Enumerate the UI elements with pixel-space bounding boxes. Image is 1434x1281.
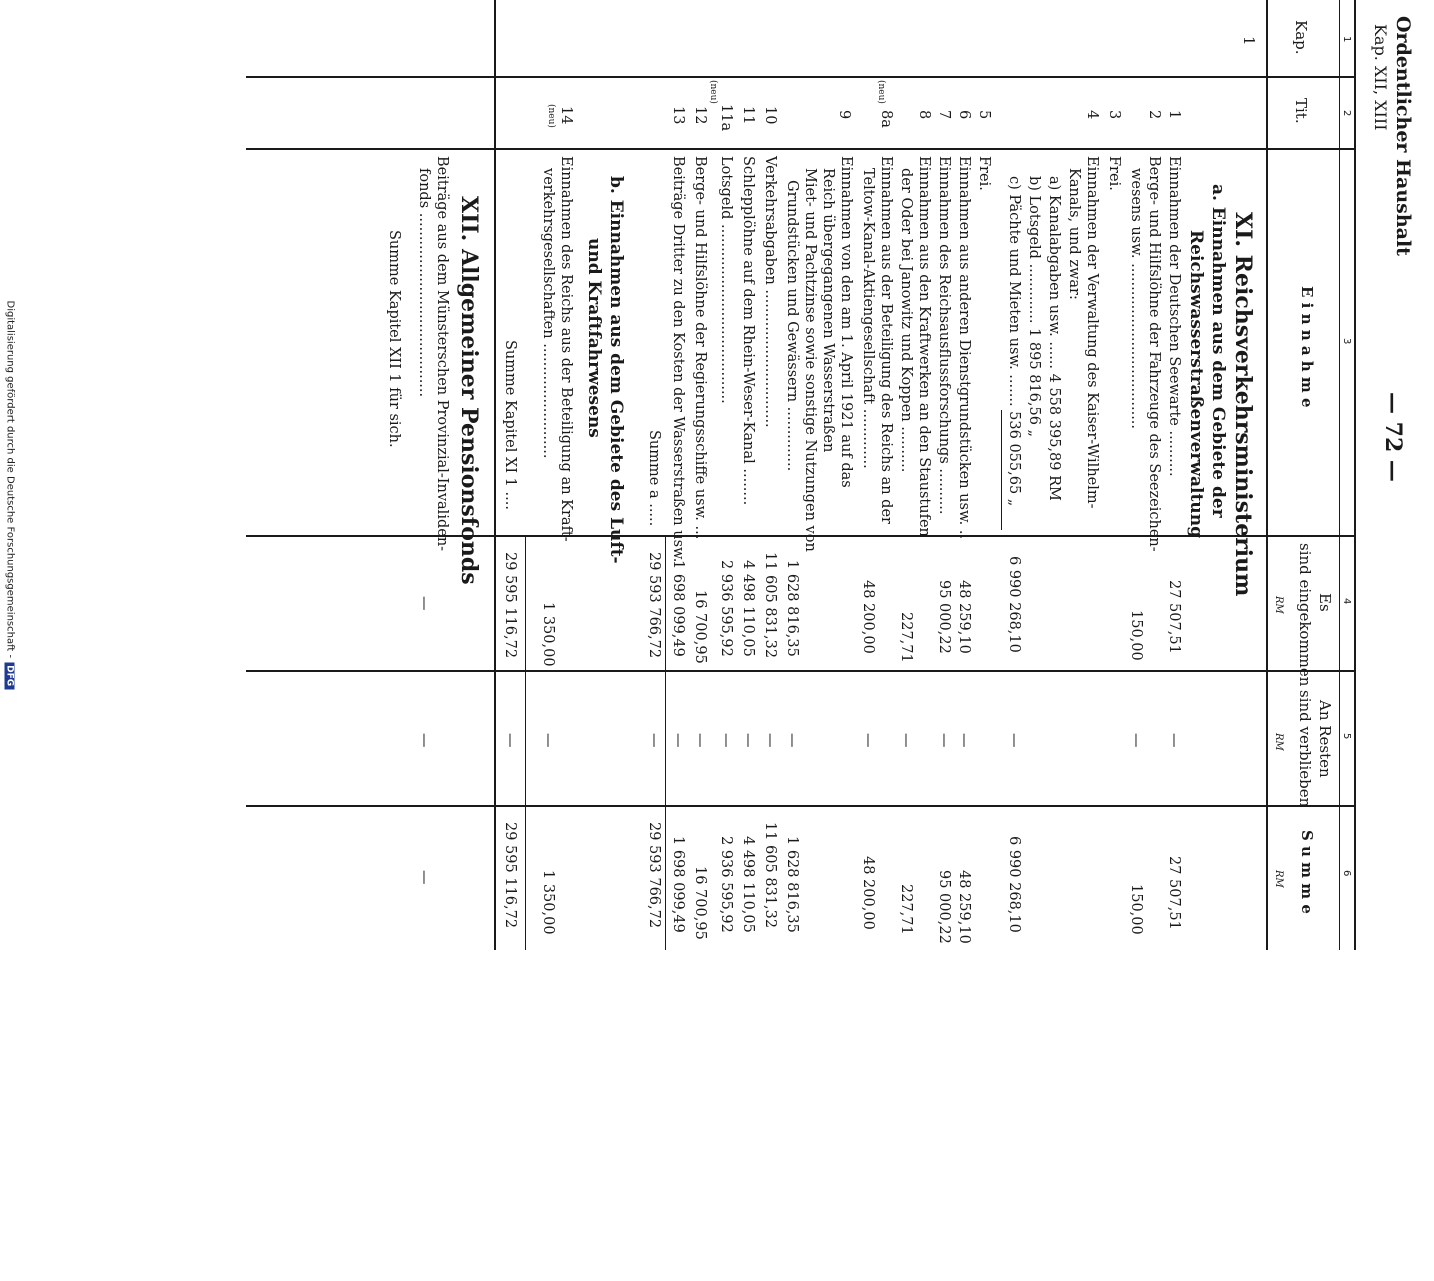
row-text: Frei.	[976, 156, 992, 191]
row-tit: 2	[1146, 110, 1162, 120]
row-tit: 6	[956, 110, 972, 120]
colnum-4: 4	[1341, 598, 1352, 605]
summe-a-col5: —	[646, 733, 662, 748]
row-tit: 5	[976, 110, 992, 120]
row-col4: 48 200,00	[860, 580, 876, 654]
row-col5: —	[692, 733, 708, 748]
summe-a-col6: 29 593 766,72	[646, 822, 662, 929]
row-text: Beiträge aus dem Münsterschen Provinzial-Invaliden-	[434, 156, 450, 552]
summe-xi-rule	[525, 535, 526, 950]
row-text-cont: Grundstücken und Gewässern ..............	[784, 180, 800, 472]
summe-xi-col5: —	[502, 733, 518, 748]
section-xi-title: XI. Reichsverkehrsministerium	[1230, 212, 1256, 597]
colnum-rule	[1339, 0, 1340, 950]
row-col4: 2 936 595,92	[718, 560, 734, 657]
row-tit: 9	[836, 110, 852, 120]
row-col6: 16 700,95	[692, 866, 708, 940]
row-col6: 227,71	[898, 884, 914, 935]
summe-a-rule	[665, 535, 666, 950]
col6-unit: RM	[1273, 870, 1284, 888]
row-text: Einnahmen aus der Beteiligung des Reichs an der	[878, 156, 894, 524]
summe-kapitel-xi-label: Summe Kapitel XI 1 ....	[502, 340, 518, 510]
section-a-title-2: Reichswasserstraßenverwaltung	[1186, 230, 1206, 538]
table-top-rule	[1354, 0, 1356, 950]
row-col4: 1 628 816,35	[784, 560, 800, 657]
section-a-title-1: a. Einnahmen aus dem Gebiete der	[1208, 184, 1228, 518]
row-col4: 227,71	[898, 612, 914, 663]
row-text-cont: verkehrsgesellschaften .........................	[540, 168, 556, 459]
row-text: Einnahmen von den am 1. April 1921 auf das	[838, 156, 854, 488]
section-b-title-1: b. Einnahmen aus dem Gebiete des Luft-	[606, 176, 626, 564]
row-tit: 4	[1084, 110, 1100, 120]
summe-xi-col6: 29 595 116,72	[502, 822, 518, 929]
row-col5: —	[1128, 733, 1144, 748]
colnum-2: 2	[1341, 110, 1352, 117]
summe-kapitel-xii-label: Summe Kapitel XII 1 für sich.	[386, 230, 402, 448]
row-col5: —	[898, 733, 914, 748]
row-tit: 12	[692, 106, 708, 125]
colnum-5: 5	[1341, 733, 1352, 740]
row-tit: 7	[936, 110, 952, 120]
row-col4: 150,00	[1128, 610, 1144, 661]
row-col4: 1 350,00	[540, 602, 556, 667]
footer-text: Digitalisierung gefördert durch die Deutsche Forschungsgemeinschaft -	[4, 300, 16, 659]
row-text: Einnahmen aus den Kraftwerken an den Staustufen	[916, 156, 932, 537]
row-text: Schlepplöhne auf dem Rhein-Weser-Kanal ........	[740, 156, 756, 506]
col-einnahme-header: E i n n a h m e	[1298, 286, 1316, 408]
row-col6: 150,00	[1128, 884, 1144, 935]
row-col6: 2 936 595,92	[718, 836, 734, 933]
row-col5: —	[956, 733, 972, 748]
row-col4: 48 259,10	[956, 580, 972, 654]
row-col4: 16 700,95	[692, 590, 708, 664]
row-text: Miet- und Pachtzinse sowie sonstige Nutzungen von	[802, 168, 818, 552]
row-text: Einnahmen der Deutschen Seewarte ..........	[1166, 156, 1182, 477]
row-tit: 10	[762, 106, 778, 125]
row-col5: —	[740, 733, 756, 748]
row-text-cont: fonds ........................................	[416, 168, 432, 398]
row-col6: 48 200,00	[860, 856, 876, 930]
row-col5: —	[540, 733, 556, 748]
row-col4: 11 605 831,32	[762, 552, 778, 659]
colnum-1: 1	[1341, 36, 1352, 43]
row-text-cont: wesens usw. ....................................	[1128, 168, 1144, 430]
row-col5: —	[416, 733, 432, 748]
row-text-cont: Teltow-Kanal-Aktiengesellschaft .............	[860, 168, 876, 469]
row-tit: 8a	[878, 110, 894, 128]
row-text: Lotsgeld .......................................	[718, 156, 734, 404]
col5-rule	[246, 805, 1356, 807]
row-col4: 95 000,22	[936, 580, 952, 654]
col5-unit: RM	[1273, 733, 1284, 751]
row-tit: 3	[1106, 110, 1122, 120]
row-col6: —	[416, 870, 432, 885]
row-neu-tag: (neu)	[546, 104, 556, 128]
row-col5: —	[762, 733, 778, 748]
row-col4: —	[416, 596, 432, 611]
col4-header-bottom: sind eingekommen	[1296, 543, 1314, 687]
summe-a-col4: 29 593 766,72	[646, 552, 662, 659]
row-subitem: c) Pächte und Mieten usw. ....... 536 055,65 „	[1006, 176, 1022, 507]
row-text-cont: Reich übergegangenen Wasserstraßen	[820, 168, 836, 453]
row-col6: 95 000,22	[936, 870, 952, 944]
row-text: Frei.	[1106, 156, 1122, 191]
row-text: Berge- und Hilfslöhne der Fahrzeuge des Seezeichen-	[1146, 156, 1162, 552]
col5-header-bottom: sind verblieben	[1296, 690, 1314, 808]
col4-rule	[246, 670, 1356, 672]
row-tit: 11	[740, 106, 756, 125]
row-col6: 27 507,51	[1166, 856, 1182, 930]
row-col4: 6 990 268,10	[1006, 556, 1022, 653]
row-tit: 1	[1166, 110, 1182, 120]
row-col4: 1 698 099,49	[670, 560, 686, 657]
row-col5: —	[718, 733, 734, 748]
row-text: Einnahmen des Reichsausflussforschungs ..........	[936, 156, 952, 515]
col-kap-header: Kap.	[1292, 20, 1310, 55]
row-subitem: b) Lotsgeld ............. 1 895 816,56 „	[1026, 176, 1042, 438]
colnum-6: 6	[1341, 870, 1352, 877]
row-col6: 4 498 110,05	[740, 836, 756, 933]
row-col4: 27 507,51	[1166, 580, 1182, 654]
row-text: Einnahmen aus anderen Dienstgrundstücken usw. ..	[956, 156, 972, 540]
page-header-title: Ordentlicher Haushalt	[1392, 16, 1414, 256]
page-header-subtitle: Kap. XII, XIII	[1371, 24, 1390, 131]
header-rule	[1266, 0, 1268, 950]
col5-header-top: An Resten	[1316, 700, 1334, 778]
row-neu-tag: (neu)	[876, 80, 886, 104]
row-text: Einnahmen der Verwaltung des Kaiser-Wilhelm-	[1084, 156, 1100, 509]
col6-header: S u m m e	[1298, 830, 1316, 914]
row-tit: 13	[670, 106, 686, 125]
row-text: Verkehrsabgaben ..............................	[762, 156, 778, 428]
section-xii-title: XII. Allgemeiner Pensionsfonds	[456, 196, 482, 585]
section-b-title-2: und Kraftfahrwesens	[584, 238, 604, 438]
col-kap-rule	[246, 76, 1356, 78]
row-tit: 11a	[718, 104, 734, 132]
row-tit: 8	[916, 110, 932, 120]
row-col5: —	[670, 733, 686, 748]
row-col5: —	[784, 733, 800, 748]
row-col5: —	[1006, 733, 1022, 748]
row-col6: 1 698 099,49	[670, 836, 686, 933]
row-col5: —	[936, 733, 952, 748]
row-neu-tag: (neu)	[708, 80, 718, 104]
row-col6: 1 350,00	[540, 870, 556, 935]
subtotal-underline	[1001, 410, 1002, 530]
row-col5: —	[1166, 733, 1182, 748]
kapitel-number: 1	[1240, 36, 1258, 46]
row-col4: 4 498 110,05	[740, 560, 756, 657]
row-text: Einnahmen des Reichs aus der Beteiligung an Kraft-	[558, 156, 574, 542]
page-number: — 72 —	[1380, 392, 1406, 482]
col4-header-top: Es	[1316, 593, 1334, 612]
colnum-3: 3	[1341, 338, 1352, 345]
row-col6: 6 990 268,10	[1006, 836, 1022, 933]
summe-xi-col4: 29 595 116,72	[502, 552, 518, 659]
row-text: Beiträge Dritter zu den Kosten der Wasserstraßen usw.	[670, 156, 686, 563]
row-tit: 14	[558, 106, 574, 125]
col-tit-rule	[246, 148, 1356, 150]
row-subitem: a) Kanalabgaben usw. ...... 4 558 395,89 RM	[1046, 176, 1062, 501]
kapitel-divider-rule	[494, 0, 496, 950]
row-col6: 11 605 831,32	[762, 822, 778, 929]
row-text-cont: Kanals, und zwar:	[1066, 168, 1082, 300]
dfg-logo: DFG	[5, 662, 15, 689]
digitization-footer	[5, 301, 16, 1281]
summe-a-label: Summe a .....	[646, 430, 662, 527]
row-text-cont: der Oder bei Janowitz und Koppen ..........	[898, 168, 914, 473]
row-col5: —	[860, 733, 876, 748]
row-col6: 48 259,10	[956, 870, 972, 944]
row-text: Berge- und Hilfslöhne der Regierungsschiffe usw. ...	[692, 156, 708, 540]
col-tit-header: Tit.	[1292, 98, 1310, 124]
row-col6: 1 628 816,35	[784, 836, 800, 933]
col4-unit: RM	[1273, 596, 1284, 614]
